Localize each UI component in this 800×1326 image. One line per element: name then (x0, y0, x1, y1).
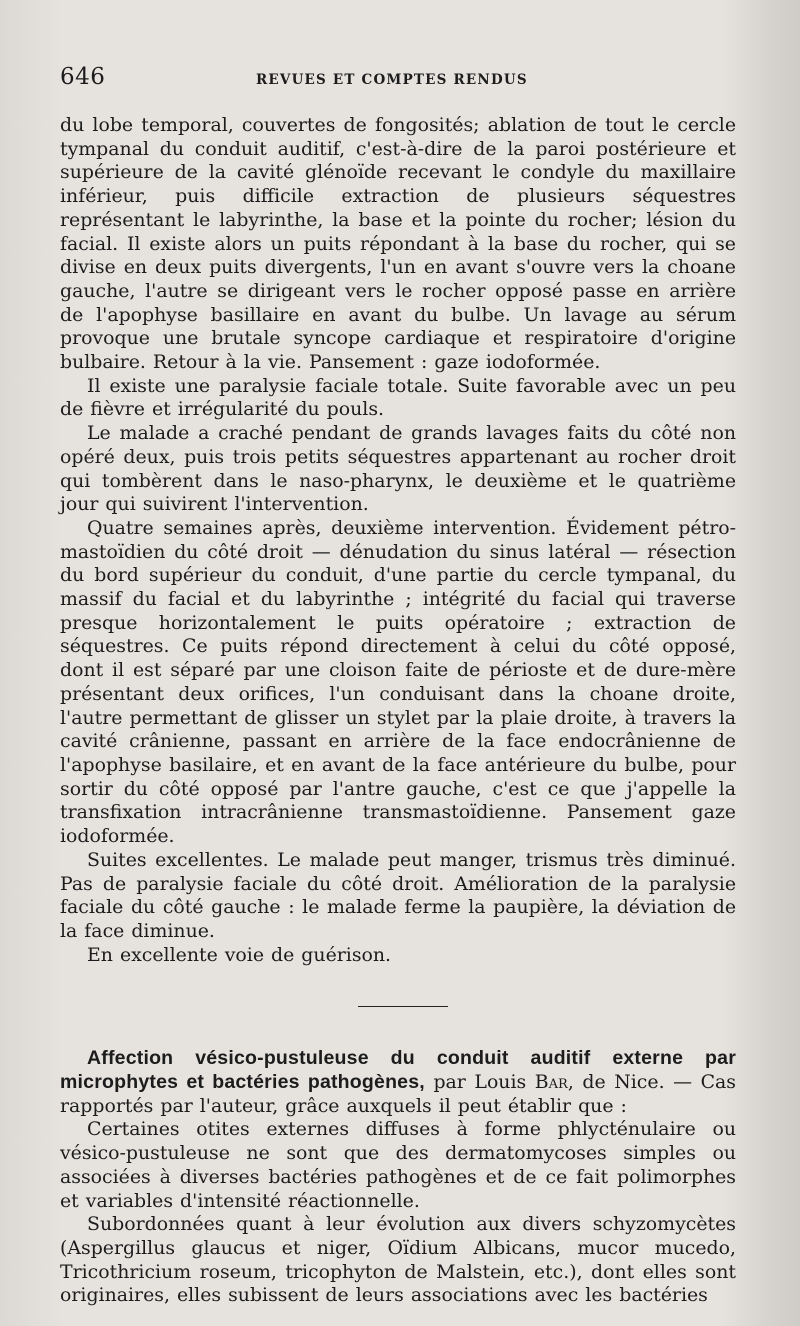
paragraph-sequestres: Le malade a craché pendant de grands lavages faits du côté non opéré deux, puis trois petits séquestres appartenant au rocher droit qui tombèrent dans le naso-pharynx, le deuxième et le quatrième jour qui suivirent l'intervention. (60, 422, 736, 516)
page-number: 646 (60, 64, 106, 90)
paragraph-deuxieme-intervention: Quatre semaines après, deuxième intervention. Évidement pétro-mastoïdien du côté droit — dénudation du sinus latéral — résection du bord supérieur du conduit, d'une partie du cercle tympanal, du massif du facial et du labyrinthe ; intégrité du facial qui traverse presque horizontalement le puits opératoire ; extraction de séquestres. Ce puits répond directement à celui du côté opposé, dont il est séparé par une cloison faite de périoste et de dure-mère présentant deux orifices, l'un conduisant dans la choane droite, l'autre permettant de glisser un stylet par la plaie droite, à travers la cavité crânienne, passant en arrière de la face endocrânienne de l'apophyse basilaire, et en avant de la face antérieure du bulbe, pour sortir du côté opposé par l'antre gauche, c'est ce que j'appelle la transfixation intracrânienne transmastoïdienne. Pansement gaze iodoformée. (60, 516, 736, 848)
byline-suffix: , de Nice. — Cas rapportés par l'auteur, grâce auxquels il peut établir que : (60, 1071, 736, 1117)
author-surname: Bar (534, 1071, 568, 1094)
section-separator-rule (358, 1006, 448, 1007)
article-paragraph-otites: Certaines otites externes diffuses à forme phlycténulaire ou vésico-pustuleuse ne sont que des dermatomycoses simples ou associées à diverses bactéries pathogènes et de ce fait polimorphes et variables d'intensité réactionnelle. (60, 1118, 736, 1212)
byline-prefix: par Louis (433, 1071, 527, 1094)
page-body (60, 114, 736, 1308)
running-head: REVUES ET COMPTES RENDUS (256, 72, 528, 88)
article-paragraph-subordonnees: Subordonnées quant à leur évolution aux divers schyzomycètes (Aspergillus glaucus et niger, Oïdium Albicans, mucor mucedo, Tricothricium roseum, tricophyton de Malstein, etc.), dont elles sont originaires, elles subissent de leurs associations avec les bactéries (60, 1213, 736, 1307)
page-header (60, 64, 740, 94)
paragraph-paralysie: Il existe une paralysie faciale totale. Suite favorable avec un peu de fièvre et irrégularité du pouls. (60, 374, 736, 421)
paragraph-guerison: En excellente voie de guérison. (87, 943, 392, 966)
article-title: Affection vésico-pustuleuse du conduit auditif externe par microphytes et bactéries pathogènes, (60, 1047, 736, 1094)
paragraph-suites: Suites excellentes. Le malade peut manger, trismus très diminué. Pas de paralysie faciale du côté droit. Amélioration de la paralysie faciale du côté gauche : le malade ferme la paupière, la déviation de la face diminue. (60, 848, 736, 942)
paragraph-continued: du lobe temporal, couvertes de fongosités; ablation de tout le cercle tympanal du conduit auditif, c'est-à-dire de la paroi postérieure et supérieure de la cavité glénoïde recevant le condyle du maxillaire inférieur, puis difficile extraction de plusieurs séquestres représentant le labyrinthe, la base et la pointe du rocher; lésion du facial. Il existe alors un puits répondant à la base du rocher, qui se divise en deux puits divergents, l'un en avant s'ouvre vers la choane gauche, l'autre se dirigeant vers le rocher opposé passe en arrière de l'apophyse basillaire en avant du bulbe. Un lavage au sérum provoque une brutale syncope cardiaque et respiratoire d'origine bulbaire. Retour à la vie. Pansement : gaze iodoformée. (60, 114, 736, 374)
article-heading-paragraph (60, 1047, 736, 1118)
